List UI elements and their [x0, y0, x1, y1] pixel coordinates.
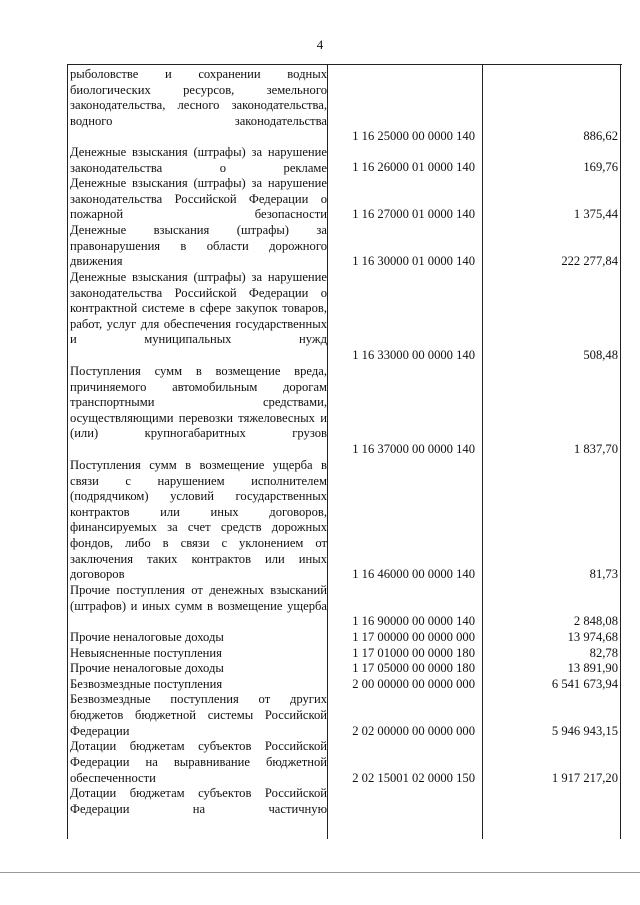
row-code: 1 16 30000 01 0000 140 — [352, 254, 475, 269]
row-code: 1 16 90000 00 0000 140 — [352, 614, 475, 629]
table-row — [67, 223, 622, 270]
row-amount: 1 917 217,20 — [551, 770, 618, 785]
row-amount: 222 277,84 — [561, 254, 618, 269]
row-description: Поступления сумм в возмещение вреда, причиняемого автомобильным дорогам транспортными средствами, осуществляющими перевозки тяжеловесных и (или) крупногабаритных грузов — [70, 364, 327, 441]
table-row — [67, 739, 622, 786]
row-code: 2 00 00000 00 0000 000 — [352, 676, 475, 691]
row-code: 1 16 27000 01 0000 140 — [352, 207, 475, 222]
row-amount: 1 375,44 — [573, 207, 618, 222]
row-amount: 1 837,70 — [573, 442, 618, 457]
row-description: Дотации бюджетам субъектов Российской Федерации на выравнивание бюджетной обеспеченности — [70, 739, 327, 785]
row-description: Прочие неналоговые доходы — [70, 661, 224, 676]
row-description: Прочие неналоговые доходы — [70, 630, 224, 644]
row-amount: 5 946 943,15 — [551, 723, 618, 738]
page-bottom-rule — [0, 872, 640, 873]
revenue-table — [67, 64, 622, 839]
row-code: 2 02 15001 02 0000 150 — [352, 770, 475, 785]
row-amount: 82,78 — [589, 645, 618, 660]
row-code: 1 17 05000 00 0000 180 — [352, 661, 475, 676]
row-code: 1 16 33000 00 0000 140 — [352, 348, 475, 363]
row-description: Денежные взыскания (штрафы) за нарушение законодательства Российской Федерации о контрактной системе в сфере закупок товаров, работ, услуг для обеспечения государственных и муниципальных нужд — [70, 270, 327, 347]
table-row — [67, 176, 622, 223]
row-description: Денежные взыскания (штрафы) за нарушение законодательства Российской Федерации о пожарной безопасности — [70, 176, 327, 222]
table-rows — [67, 67, 622, 817]
row-description: Прочие поступления от денежных взысканий (штрафов) и иных сумм в возмещение ущерба — [70, 583, 327, 613]
table-row — [67, 786, 622, 817]
row-amount: 6 541 673,94 — [551, 676, 618, 691]
row-description: Невыясненные поступления — [70, 645, 222, 660]
row-amount: 13 891,90 — [567, 661, 618, 676]
row-amount: 81,73 — [589, 567, 618, 582]
table-row — [67, 692, 622, 739]
row-code: 2 02 00000 00 0000 000 — [352, 723, 475, 738]
row-code: 1 16 46000 00 0000 140 — [352, 567, 475, 582]
row-amount: 2 848,08 — [573, 614, 618, 629]
row-description: Денежные взыскания (штрафы) за нарушение законодательства о рекламе — [70, 145, 327, 175]
row-code: 1 16 25000 00 0000 140 — [352, 129, 475, 144]
row-description: Безвозмездные поступления — [70, 676, 223, 691]
row-amount: 169,76 — [583, 160, 618, 175]
table-row — [67, 145, 622, 176]
table-row — [67, 661, 622, 677]
table-row — [67, 583, 622, 630]
row-description: рыболовстве и сохранении водных биологических ресурсов, земельного законодательства, лесного законодательства, водного законодательства — [70, 67, 327, 128]
table-row — [67, 270, 622, 364]
row-code: 1 17 01000 00 0000 180 — [352, 645, 475, 660]
row-description: Дотации бюджетам субъектов Российской Федерации на частичную — [70, 786, 327, 816]
row-description: Денежные взыскания (штрафы) за правонарушения в области дорожного движения — [70, 223, 327, 269]
table-row — [67, 364, 622, 458]
row-code: 1 16 37000 00 0000 140 — [352, 442, 475, 457]
row-amount: 13 974,68 — [567, 630, 618, 644]
row-amount: 886,62 — [583, 129, 618, 144]
table-row — [67, 630, 622, 646]
row-code: 1 16 26000 01 0000 140 — [352, 160, 475, 175]
table-row — [67, 67, 622, 145]
table-row — [67, 677, 622, 693]
table-row — [67, 646, 622, 662]
table-row — [67, 458, 622, 583]
row-description: Безвозмездные поступления от других бюджетов бюджетной системы Российской Федерации — [70, 692, 327, 738]
row-amount: 508,48 — [583, 348, 618, 363]
page-number: 4 — [316, 37, 324, 52]
table-top-border — [67, 64, 622, 65]
row-description: Поступления сумм в возмещение ущерба в связи с нарушением исполнителем (подрядчиком) условий государственных контрактов или иных договоров, финансируемых за счет средств дорожных фондов, либо в связи с уклонением от заключения таких контрактов или иных договоров — [70, 458, 327, 582]
row-code: 1 17 00000 00 0000 000 — [352, 630, 475, 644]
